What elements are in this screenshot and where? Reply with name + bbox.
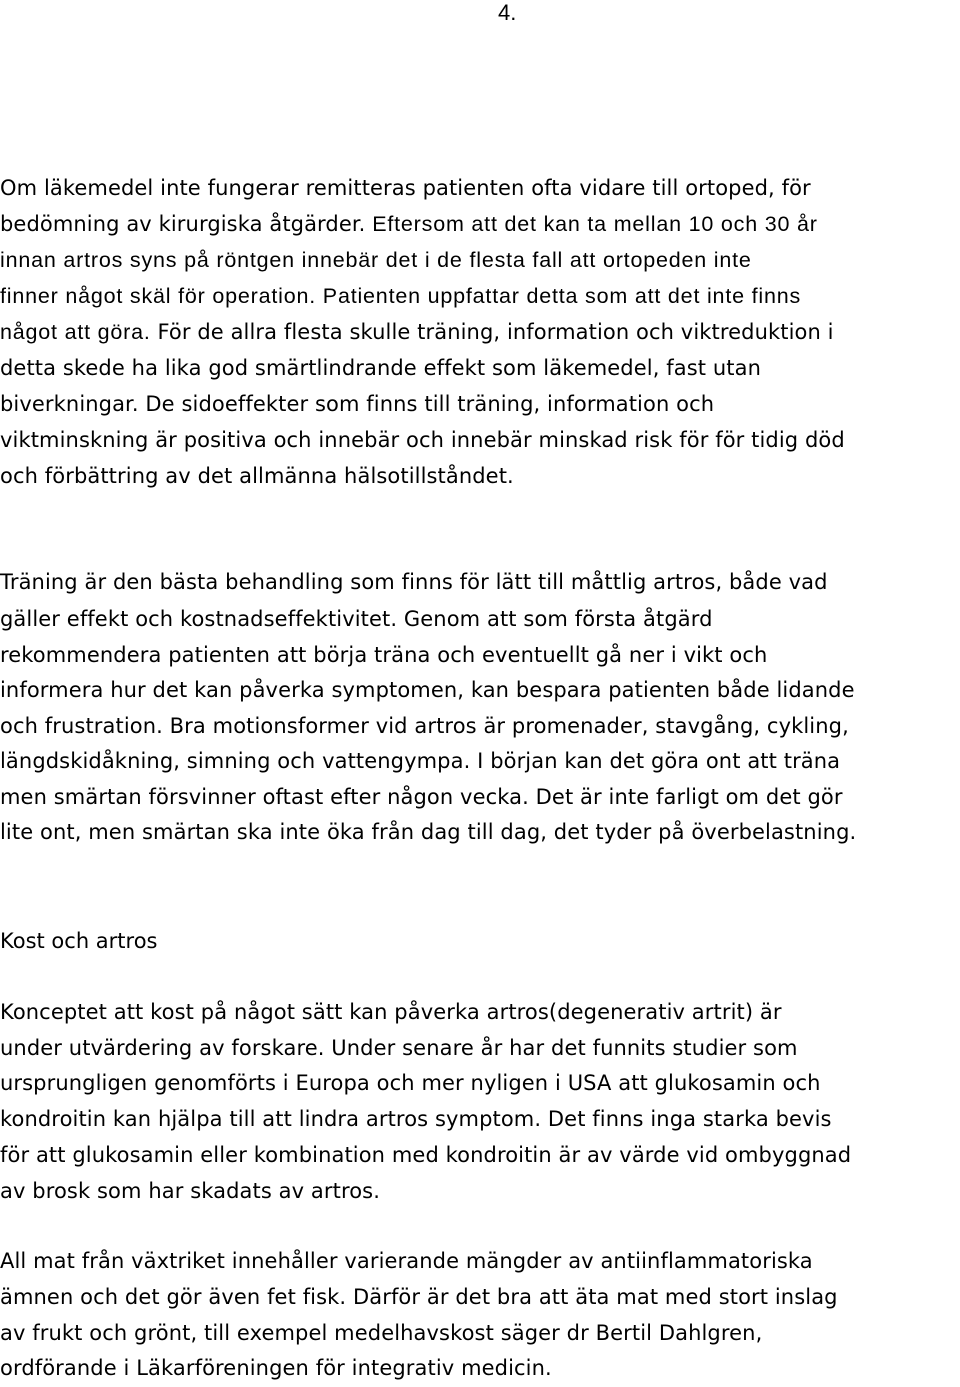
text-run: Träning är den bästa behandling som finns för lätt till måttlig artros, både vad xyxy=(0,570,828,594)
text-run: ämnen och det gör även fet fisk. Därför är det bra att äta mat med stort inslag xyxy=(0,1285,838,1309)
text-run: men smärtan försvinner oftast efter någon vecka. Det är inte farligt om det gör xyxy=(0,785,843,809)
text-line xyxy=(0,1101,832,1137)
text-line xyxy=(0,1279,838,1315)
text-run: under utvärdering av forskare. Under senare år har det funnits studier som xyxy=(0,1036,798,1060)
text-line xyxy=(0,1030,798,1066)
page-number: 4. xyxy=(498,0,517,25)
text-run: längdskidåkning, simning och vattengympa. I början kan det göra ont att träna xyxy=(0,749,841,773)
text-run: och förbättring av det allmänna hälsotillståndet. xyxy=(0,464,514,488)
text-run: för att glukosamin eller kombination med kondroitin är av värde vid ombyggnad xyxy=(0,1143,852,1167)
text-run: Konceptet att kost på något sätt kan påverka artros(degenerativ artrit) är xyxy=(0,1000,782,1024)
text-line xyxy=(0,637,767,673)
text-run: kondroitin kan hjälpa till att lindra artros symptom. Det finns inga starka bevis xyxy=(0,1107,832,1131)
text-run: Om läkemedel inte fungerar remitteras patienten ofta vidare till ortoped, för xyxy=(0,176,811,200)
text-line xyxy=(0,422,845,458)
text-line xyxy=(0,708,849,744)
text-line xyxy=(0,994,782,1030)
text-run: För de allra flesta skulle träning, information och viktreduktion i xyxy=(157,320,834,344)
text-line xyxy=(0,814,856,850)
text-line xyxy=(0,386,714,422)
text-run: All mat från växtriket innehåller varierande mängder av antiinflammatoriska xyxy=(0,1249,813,1273)
text-run: något att göra. xyxy=(0,320,151,344)
text-line xyxy=(0,672,855,708)
text-run: bedömning av kirurgiska åtgärder. xyxy=(0,212,373,236)
text-run: och frustration. Bra motionsformer vid artros är promenader, stavgång, cykling, xyxy=(0,714,849,738)
text-run: lite ont, men smärtan ska inte öka från dag till dag, det tyder på överbelastning. xyxy=(0,820,857,844)
text-run: gäller effekt och kostnadseffektivitet. Genom att som första åtgärd xyxy=(0,607,713,631)
section-heading: Kost och artros xyxy=(0,929,158,953)
text-run: ursprungligen genomförts i Europa och mer nyligen i USA att glukosamin och xyxy=(0,1071,821,1095)
text-line xyxy=(0,314,834,350)
text-line xyxy=(0,1137,851,1173)
text-run: viktminskning är positiva och innebär och innebär minskad risk för för tidig död xyxy=(0,428,845,452)
text-line xyxy=(0,564,828,600)
text-run: ordförande i Läkarföreningen för integrativ medicin. xyxy=(0,1356,552,1380)
text-line xyxy=(0,458,514,494)
text-run: finner något skäl för operation. Patienten uppfattar detta som att det inte finns xyxy=(0,284,802,308)
text-line xyxy=(0,1173,380,1209)
text-line xyxy=(0,242,752,278)
text-run: innan artros syns på röntgen innebär det i de flesta fall att ortopeden inte xyxy=(0,248,752,272)
text-run: rekommendera patienten att börja träna och eventuellt gå ner i vikt och xyxy=(0,643,768,667)
text-line xyxy=(0,1315,762,1351)
text-line xyxy=(0,278,801,314)
text-line xyxy=(0,206,818,242)
text-line xyxy=(0,601,713,637)
text-line xyxy=(0,779,843,815)
text-line xyxy=(0,350,761,386)
text-run: informera hur det kan påverka symptomen, kan bespara patienten både lidande xyxy=(0,678,855,702)
text-run: detta skede ha lika god smärtlindrande effekt som läkemedel, fast utan xyxy=(0,356,761,380)
text-run: av brosk som har skadats av artros. xyxy=(0,1179,381,1203)
text-line xyxy=(0,1350,552,1386)
text-line xyxy=(0,743,840,779)
text-line xyxy=(0,170,811,206)
text-line xyxy=(0,1065,821,1101)
text-run: biverkningar. De sidoeffekter som finns till träning, information och xyxy=(0,392,715,416)
text-run: Eftersom att det kan ta mellan 10 och 30 år xyxy=(372,212,818,236)
text-run: av frukt och grönt, till exempel medelhavskost säger dr Bertil Dahlgren, xyxy=(0,1321,763,1345)
text-line xyxy=(0,1243,813,1279)
